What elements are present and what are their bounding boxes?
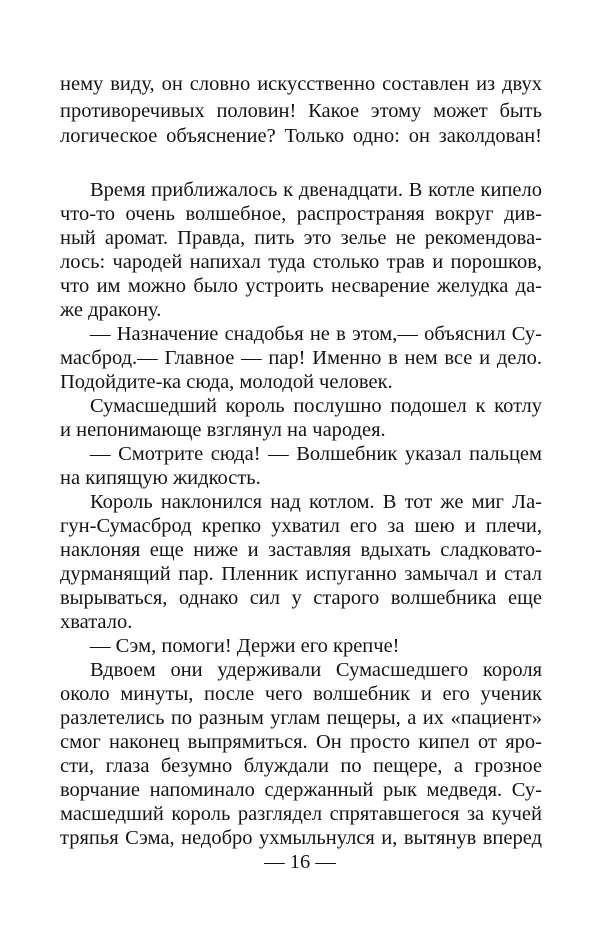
paragraph-first-line: Король наклонился над котлом. В тот же миг Ла- xyxy=(90,491,542,513)
paragraph-first-line: Вдвоем они удерживали Сумасшедшего короля xyxy=(90,659,542,681)
text-line: гун-Сумасброд крепко ухватил его за шею и плечи, xyxy=(60,515,542,537)
paragraph-first-line: Время приближалось к двенадцати. В котле кипело xyxy=(90,179,542,201)
paragraph-first-line: Сумасшедший король послушно подошел к котлу xyxy=(90,395,542,417)
text-line: что им можно было устроить несварение желудка да- xyxy=(60,275,542,297)
paragraph-first-line: — Смотрите сюда! — Волшебник указал пальцем xyxy=(90,443,542,465)
text-line: около минуты, после чего волшебник и его ученик xyxy=(60,683,542,705)
text-line: ворчание напоминало сдержанный рык медведя. Су- xyxy=(60,779,542,801)
text-line: же дракону. xyxy=(60,299,162,321)
text-line: тряпья Сэма, недобро ухмыльнулся и, вытянув вперед xyxy=(60,827,542,849)
text-line: противоречивых половин! Какое этому может быть xyxy=(60,100,542,122)
paragraph-first-line: — Назначение снадобья не в этом,— объяснил Су- xyxy=(90,323,542,345)
text-line: на кипящую жидкость. xyxy=(60,467,261,489)
text-line: вырываться, однако сил у старого волшебника еще xyxy=(60,587,542,609)
text-line: ный аромат. Правда, пить это зелье не рекомендова- xyxy=(60,227,542,249)
text-line: хватало. xyxy=(60,611,133,633)
text-line: лось: чародей напихал туда столько трав и порошков, xyxy=(60,251,542,273)
text-line: нему виду, он словно искусственно составлен из двух xyxy=(60,73,542,95)
text-line: и непонимающе взглянул на чародея. xyxy=(60,419,386,441)
text-line: наклоняя еще ниже и заставляя вдыхать сладковато- xyxy=(60,539,542,561)
page-number: — 16 — xyxy=(264,851,336,873)
text-line: логическое объяснение? Только одно: он заколдован! xyxy=(60,125,542,147)
text-line: масброд.— Главное — пар! Именно в нем все и дело. xyxy=(60,347,542,369)
text-line: масшедший король разглядел спрятавшегося за кучей xyxy=(60,803,542,825)
paragraph-first-line: — Сэм, помоги! Держи его крепче! xyxy=(90,635,400,657)
text-line: сти, глаза безумно блуждали по пещере, а грозное xyxy=(60,755,542,777)
text-line: разлетелись по разным углам пещеры, а их «пациент» xyxy=(60,707,542,729)
text-line: что-то очень волшебное, распространяя вокруг див- xyxy=(60,203,542,225)
text-line: смог наконец выпрямиться. Он просто кипел от яро- xyxy=(60,731,542,753)
text-line: дурманящий пар. Пленник испуганно замычал и стал xyxy=(60,563,542,585)
text-line: Подойдите-ка сюда, молодой человек. xyxy=(60,371,393,393)
